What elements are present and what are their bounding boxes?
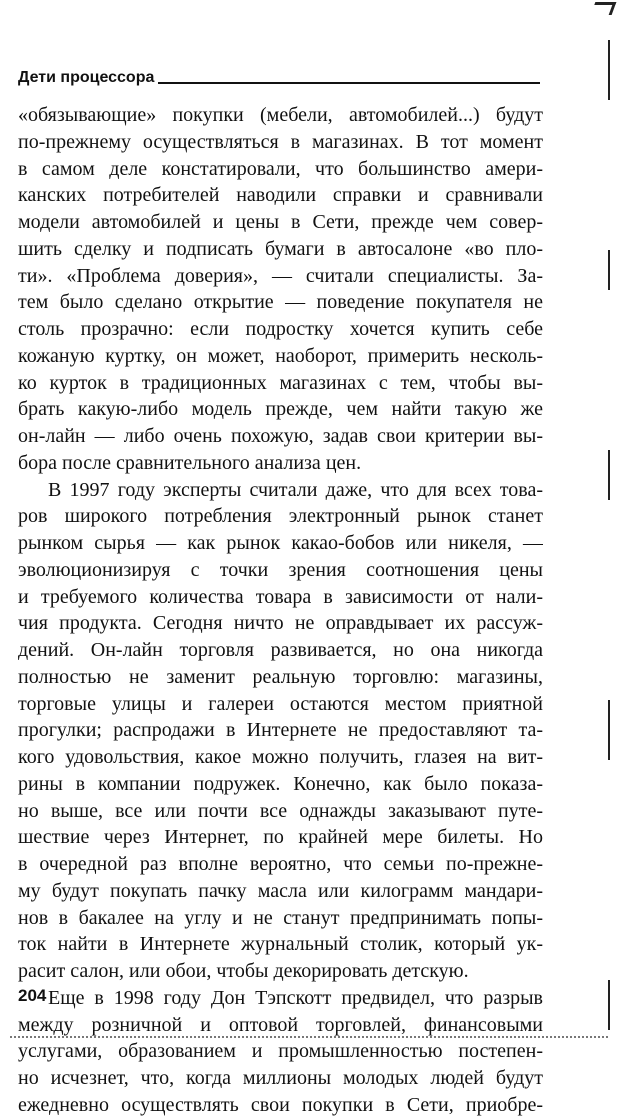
scan-edge-mark	[608, 980, 610, 1030]
header-rule	[146, 82, 540, 84]
text-line: но выше, все или почти все однажды заказывают путе-	[18, 799, 543, 822]
text-line: в самом деле констатировали, что большинство амери-	[18, 157, 543, 180]
text-line: тем было сделано открытие — поведение покупателя не	[18, 291, 543, 314]
text-line: В 1997 году эксперты считали даже, что для всех това-	[48, 478, 543, 501]
text-line: торговые улицы и галереи остаются местом приятной	[18, 692, 543, 715]
text-line: он-лайн — либо очень похожую, задав свои критерии вы-	[18, 425, 543, 447]
text-line: но исчезнет, что, когда миллионы молодых людей будут	[18, 1067, 543, 1089]
text-line: кого удовольствия, какое можно получить, глазея на вит-	[18, 746, 543, 768]
scan-edge-mark	[608, 700, 610, 760]
text-line: кожаную куртку, он может, наоборот, примерить несколь-	[18, 344, 543, 367]
text-line: ров широкого потребления электронный рынок станет	[18, 505, 543, 528]
text-line: по-прежнему осуществляться в магазинах. В тот момент	[18, 130, 543, 153]
text-line: рины в компании подружек. Конечно, как было показа-	[18, 772, 543, 795]
text-line: расит салон, или обои, чтобы декорировать детскую.	[18, 960, 469, 982]
page-number: 204	[18, 986, 47, 1005]
text-line: между розничной и оптовой торговлей, финансовыми	[18, 1013, 543, 1036]
running-title: Дети процессора	[18, 67, 158, 89]
text-line: брать какую-либо модель прежде, чем найти такую же	[18, 398, 543, 421]
text-line: услугами, образованием и промышленностью постепен-	[18, 1040, 543, 1063]
text-line: шествие через Интернет, по крайней мере билеты. Но	[18, 826, 543, 849]
text-line: му будут покупать пачку масла или килограмм мандари-	[18, 879, 543, 902]
text-line: в очередной раз вполне вероятно, что семьи по-прежне-	[18, 853, 543, 875]
text-line: дений. Он-лайн торговля развивается, но она никогда	[18, 639, 543, 661]
text-line: «обязывающие» покупки (мебели, автомобилей...) будут	[18, 104, 543, 126]
text-line: Еще в 1998 году Дон Тэпскотт предвидел, что разрыв	[48, 986, 543, 1009]
text-line: бора после сравнительного анализа цен.	[18, 451, 362, 474]
text-line: прогулки; распродажи в Интернете не предоставляют та-	[18, 719, 543, 742]
scan-corner-mark	[591, 2, 617, 15]
text-line: ежедневно осуществлять свои покупки в Сети, приобре-	[18, 1093, 543, 1116]
scan-edge-mark	[608, 40, 610, 100]
text-line: модели автомобилей и цены в Сети, прежде чем совер-	[18, 211, 543, 233]
text-line: канских потребителей наводили справки и сравнивали	[18, 184, 543, 207]
scan-edge-mark	[608, 450, 610, 500]
text-line: полностью не заменит реальную торговлю: магазины,	[18, 665, 543, 688]
text-line: шить сделку и подписать бумаги в автосалоне «во пло-	[18, 237, 543, 260]
text-line: чия продукта. Сегодня ничто не оправдывает их рассуж-	[18, 612, 543, 635]
text-line: рынком сырья — как рынок какао-бобов или никеля, —	[18, 532, 543, 554]
text-line: ти». «Проблема доверия», — считали специалисты. За-	[18, 264, 543, 287]
running-header	[18, 67, 540, 89]
scan-bottom-edge	[10, 1034, 608, 1038]
text-line: нов в бакалее на углу и не станут предпринимать попы-	[18, 906, 543, 929]
scan-edge-mark	[608, 250, 610, 290]
text-line: столь прозрачно: если подростку хочется купить себе	[18, 318, 543, 340]
text-line: ко курток в традиционных магазинах с тем, чтобы вы-	[18, 371, 543, 394]
text-line: ток найти в Интернете журнальный столик, который ук-	[18, 933, 543, 956]
text-line: эволюционизируя с точки зрения соотношения цены	[18, 558, 543, 581]
body-text	[18, 102, 543, 1119]
text-line: и требуемого количества товара в зависимости от нали-	[18, 585, 543, 608]
